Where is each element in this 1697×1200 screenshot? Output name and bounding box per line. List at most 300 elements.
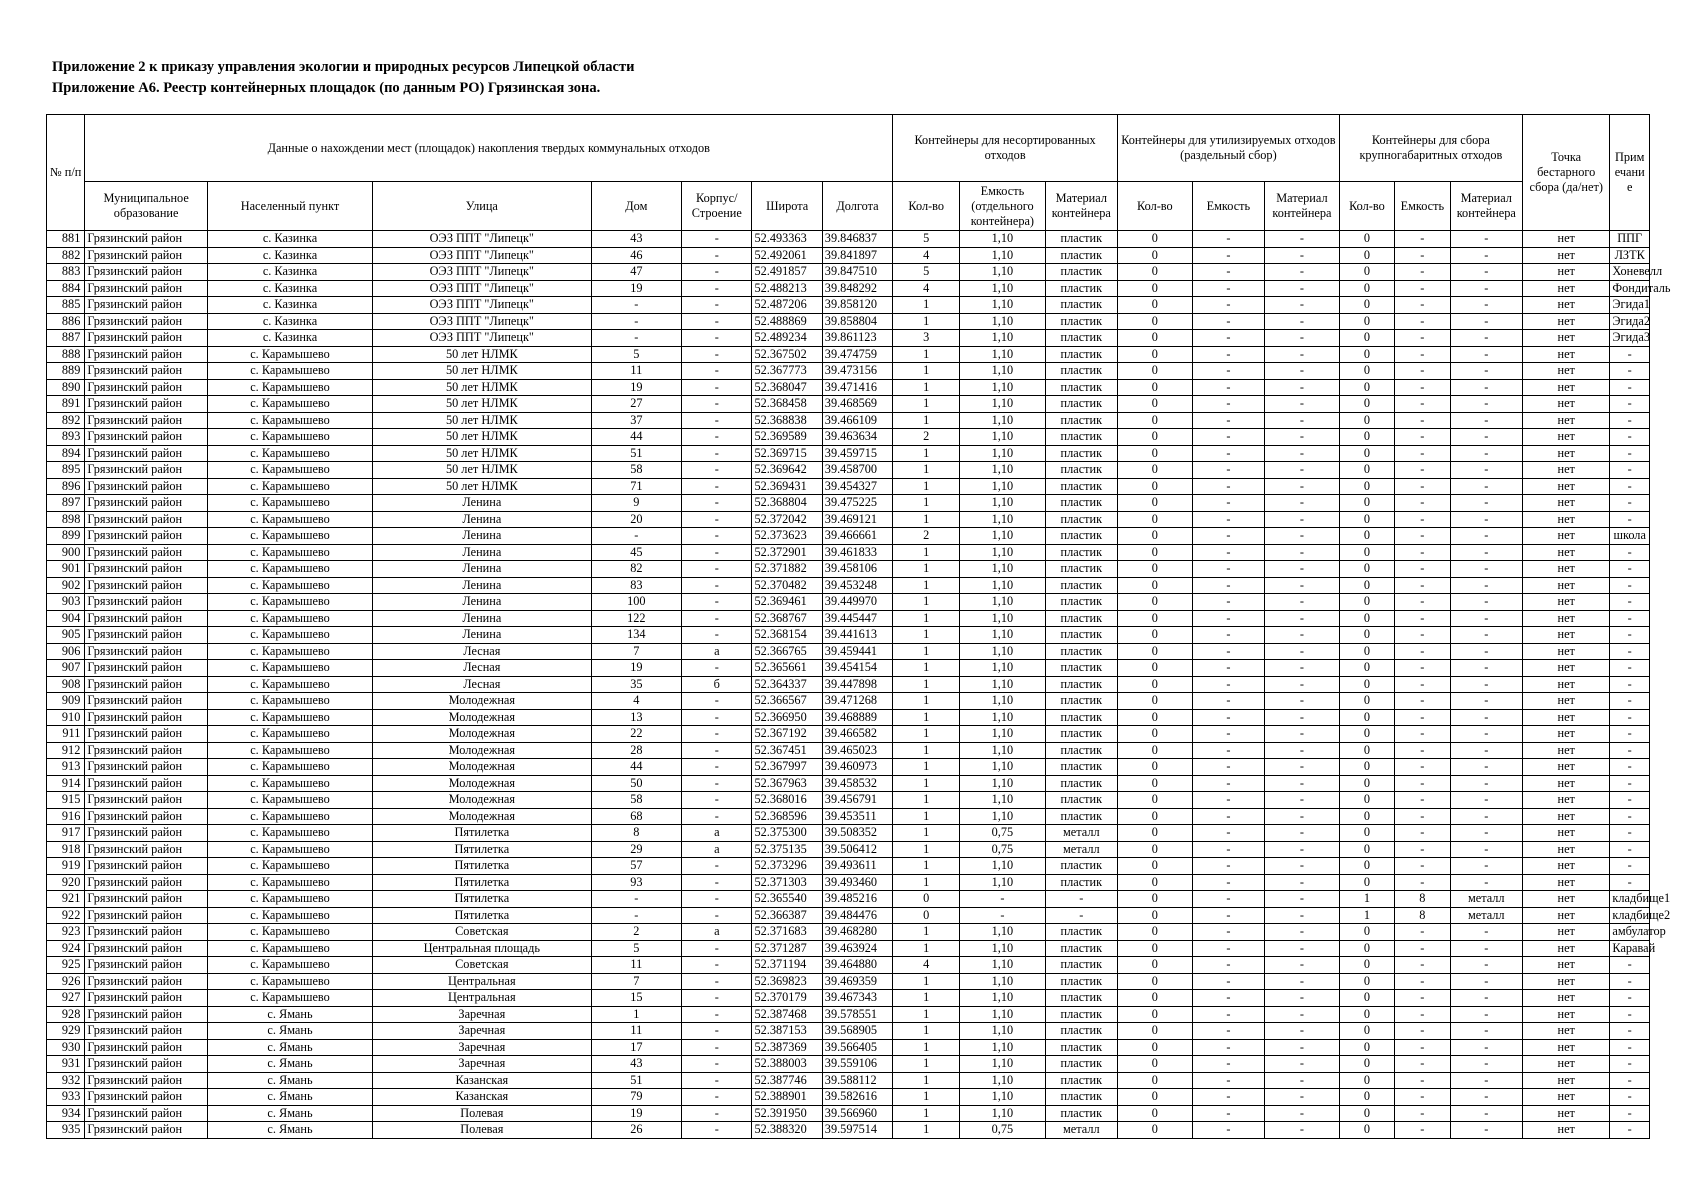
cell-point: нет	[1523, 841, 1610, 858]
cell-bulky-capacity: -	[1395, 726, 1450, 743]
cell-mun: Грязинский район	[85, 594, 208, 611]
cell-unsorted-material: -	[1045, 891, 1118, 908]
cell-note: -	[1610, 775, 1650, 792]
cell-bulky-material: -	[1450, 858, 1522, 875]
cell-lat: 52.373623	[752, 528, 822, 545]
header-point: Точка бестарного сбора (да/нет)	[1523, 115, 1610, 231]
cell-lon: 39.461833	[822, 544, 892, 561]
cell-settlement: с. Карамышево	[207, 825, 372, 842]
cell-lon: 39.458106	[822, 561, 892, 578]
cell-house: 19	[591, 280, 682, 297]
cell-recycled-material: -	[1265, 1072, 1340, 1089]
cell-unsorted-qty: 1	[893, 561, 960, 578]
cell-note: -	[1610, 511, 1650, 528]
cell-mun: Грязинский район	[85, 280, 208, 297]
cell-point: нет	[1523, 462, 1610, 479]
cell-bulky-material: -	[1450, 643, 1522, 660]
cell-note: -	[1610, 1072, 1650, 1089]
cell-recycled-qty: 0	[1118, 1089, 1193, 1106]
cell-mun: Грязинский район	[85, 1089, 208, 1106]
cell-point: нет	[1523, 363, 1610, 380]
cell-unsorted-qty: 1	[893, 462, 960, 479]
cell-lat: 52.489234	[752, 330, 822, 347]
header-unsorted-material: Материал контейнера	[1045, 182, 1118, 231]
cell-mun: Грязинский район	[85, 445, 208, 462]
cell-unsorted-qty: 1	[893, 478, 960, 495]
cell-lat: 52.367997	[752, 759, 822, 776]
cell-recycled-material: -	[1265, 693, 1340, 710]
cell-row-num: 908	[47, 676, 85, 693]
cell-recycled-material: -	[1265, 957, 1340, 974]
cell-house: 37	[591, 412, 682, 429]
cell-recycled-capacity: -	[1192, 429, 1264, 446]
cell-row-num: 910	[47, 709, 85, 726]
cell-unsorted-qty: 5	[893, 264, 960, 281]
cell-settlement: с. Карамышево	[207, 346, 372, 363]
cell-unsorted-capacity: 1,10	[960, 990, 1045, 1007]
cell-building: -	[682, 1105, 752, 1122]
cell-recycled-qty: 0	[1118, 1006, 1193, 1023]
cell-row-num: 903	[47, 594, 85, 611]
cell-row-num: 897	[47, 495, 85, 512]
cell-house: 28	[591, 742, 682, 759]
cell-unsorted-capacity: 1,10	[960, 379, 1045, 396]
cell-recycled-capacity: -	[1192, 544, 1264, 561]
cell-street: Пятилетка	[373, 841, 591, 858]
cell-bulky-capacity: -	[1395, 231, 1450, 248]
cell-bulky-material: -	[1450, 775, 1522, 792]
cell-house: -	[591, 891, 682, 908]
cell-recycled-qty: 0	[1118, 775, 1193, 792]
cell-point: нет	[1523, 825, 1610, 842]
table-row	[47, 726, 1650, 743]
cell-recycled-capacity: -	[1192, 924, 1264, 941]
cell-bulky-qty: 0	[1339, 495, 1394, 512]
cell-recycled-material: -	[1265, 379, 1340, 396]
cell-unsorted-material: пластик	[1045, 396, 1118, 413]
cell-unsorted-qty: 1	[893, 379, 960, 396]
cell-bulky-qty: 0	[1339, 478, 1394, 495]
cell-street: Центральная	[373, 973, 591, 990]
cell-settlement: с. Карамышево	[207, 594, 372, 611]
cell-lat: 52.370482	[752, 577, 822, 594]
cell-lon: 39.468569	[822, 396, 892, 413]
cell-bulky-qty: 0	[1339, 1023, 1394, 1040]
cell-recycled-material: -	[1265, 264, 1340, 281]
cell-bulky-capacity: -	[1395, 957, 1450, 974]
cell-lon: 39.458532	[822, 775, 892, 792]
cell-recycled-capacity: -	[1192, 1122, 1264, 1139]
cell-building: -	[682, 363, 752, 380]
cell-street: Заречная	[373, 1023, 591, 1040]
cell-unsorted-material: пластик	[1045, 280, 1118, 297]
cell-lat: 52.368154	[752, 627, 822, 644]
cell-recycled-capacity: -	[1192, 610, 1264, 627]
cell-point: нет	[1523, 544, 1610, 561]
cell-unsorted-capacity: 1,10	[960, 808, 1045, 825]
cell-unsorted-material: пластик	[1045, 726, 1118, 743]
cell-point: нет	[1523, 429, 1610, 446]
cell-recycled-material: -	[1265, 313, 1340, 330]
cell-house: 100	[591, 594, 682, 611]
cell-building: -	[682, 478, 752, 495]
cell-bulky-material: -	[1450, 1122, 1522, 1139]
cell-recycled-capacity: -	[1192, 412, 1264, 429]
cell-unsorted-capacity: 1,10	[960, 1056, 1045, 1073]
cell-note: ЛЗТК	[1610, 247, 1650, 264]
cell-lon: 39.474759	[822, 346, 892, 363]
cell-unsorted-capacity: 1,10	[960, 1089, 1045, 1106]
cell-lon: 39.578551	[822, 1006, 892, 1023]
cell-recycled-capacity: -	[1192, 825, 1264, 842]
header-bulky-capacity: Емкость	[1395, 182, 1450, 231]
cell-row-num: 907	[47, 660, 85, 677]
cell-lat: 52.369589	[752, 429, 822, 446]
cell-recycled-material: -	[1265, 231, 1340, 248]
cell-settlement: с. Карамышево	[207, 379, 372, 396]
cell-recycled-qty: 0	[1118, 379, 1193, 396]
cell-recycled-qty: 0	[1118, 313, 1193, 330]
cell-bulky-capacity: -	[1395, 1056, 1450, 1073]
cell-street: 50 лет НЛМК	[373, 429, 591, 446]
cell-bulky-material: -	[1450, 396, 1522, 413]
cell-building: -	[682, 528, 752, 545]
cell-unsorted-qty: 1	[893, 313, 960, 330]
table-row	[47, 1006, 1650, 1023]
cell-unsorted-capacity: 1,10	[960, 742, 1045, 759]
cell-unsorted-qty: 1	[893, 1023, 960, 1040]
cell-street: Заречная	[373, 1006, 591, 1023]
cell-lat: 52.366387	[752, 907, 822, 924]
cell-point: нет	[1523, 792, 1610, 809]
cell-unsorted-qty: 1	[893, 792, 960, 809]
cell-recycled-material: -	[1265, 990, 1340, 1007]
cell-unsorted-qty: 1	[893, 693, 960, 710]
cell-point: нет	[1523, 973, 1610, 990]
cell-note: Каравай	[1610, 940, 1650, 957]
cell-recycled-qty: 0	[1118, 858, 1193, 875]
cell-lon: 39.467343	[822, 990, 892, 1007]
table-row	[47, 1023, 1650, 1040]
cell-street: Молодежная	[373, 792, 591, 809]
cell-point: нет	[1523, 1122, 1610, 1139]
cell-building: -	[682, 594, 752, 611]
cell-unsorted-qty: 1	[893, 726, 960, 743]
cell-bulky-qty: 0	[1339, 544, 1394, 561]
cell-street: ОЭЗ ППТ "Липецк"	[373, 297, 591, 314]
cell-recycled-capacity: -	[1192, 1105, 1264, 1122]
cell-unsorted-material: пластик	[1045, 1039, 1118, 1056]
cell-street: Ленина	[373, 594, 591, 611]
cell-recycled-material: -	[1265, 627, 1340, 644]
cell-row-num: 928	[47, 1006, 85, 1023]
cell-lat: 52.371683	[752, 924, 822, 941]
cell-unsorted-capacity: 1,10	[960, 511, 1045, 528]
cell-recycled-capacity: -	[1192, 330, 1264, 347]
cell-point: нет	[1523, 742, 1610, 759]
cell-row-num: 906	[47, 643, 85, 660]
header-location-group: Данные о нахождении мест (площадок) накопления твердых коммунальных отходов	[85, 115, 893, 182]
table-row	[47, 924, 1650, 941]
cell-building: -	[682, 561, 752, 578]
cell-recycled-material: -	[1265, 643, 1340, 660]
cell-settlement: с. Карамышево	[207, 924, 372, 941]
cell-bulky-material: -	[1450, 577, 1522, 594]
cell-building: -	[682, 264, 752, 281]
cell-unsorted-material: пластик	[1045, 858, 1118, 875]
cell-recycled-capacity: -	[1192, 660, 1264, 677]
cell-building: -	[682, 627, 752, 644]
cell-recycled-capacity: -	[1192, 297, 1264, 314]
cell-unsorted-material: пластик	[1045, 940, 1118, 957]
cell-building: -	[682, 1023, 752, 1040]
cell-recycled-material: -	[1265, 660, 1340, 677]
cell-point: нет	[1523, 1072, 1610, 1089]
header-unsorted-group: Контейнеры для несортированных отходов	[893, 115, 1118, 182]
cell-recycled-capacity: -	[1192, 940, 1264, 957]
cell-recycled-qty: 0	[1118, 940, 1193, 957]
cell-recycled-qty: 0	[1118, 363, 1193, 380]
cell-lon: 39.465023	[822, 742, 892, 759]
cell-point: нет	[1523, 297, 1610, 314]
cell-house: 1	[591, 1006, 682, 1023]
cell-lon: 39.454327	[822, 478, 892, 495]
cell-settlement: с. Карамышево	[207, 973, 372, 990]
cell-bulky-material: -	[1450, 676, 1522, 693]
cell-bulky-capacity: -	[1395, 676, 1450, 693]
cell-recycled-material: -	[1265, 396, 1340, 413]
cell-lon: 39.464880	[822, 957, 892, 974]
cell-bulky-material: металл	[1450, 891, 1522, 908]
table-row	[47, 660, 1650, 677]
cell-point: нет	[1523, 313, 1610, 330]
cell-mun: Грязинский район	[85, 825, 208, 842]
table-row	[47, 396, 1650, 413]
cell-house: 51	[591, 445, 682, 462]
cell-row-num: 934	[47, 1105, 85, 1122]
cell-recycled-material: -	[1265, 825, 1340, 842]
header-recycled-capacity: Емкость	[1192, 182, 1264, 231]
cell-mun: Грязинский район	[85, 924, 208, 941]
cell-point: нет	[1523, 1039, 1610, 1056]
cell-lat: 52.366567	[752, 693, 822, 710]
cell-bulky-qty: 0	[1339, 742, 1394, 759]
cell-recycled-qty: 0	[1118, 1039, 1193, 1056]
cell-bulky-qty: 0	[1339, 759, 1394, 776]
cell-bulky-capacity: -	[1395, 478, 1450, 495]
cell-mun: Грязинский район	[85, 808, 208, 825]
cell-bulky-material: -	[1450, 1023, 1522, 1040]
cell-house: 27	[591, 396, 682, 413]
cell-bulky-capacity: -	[1395, 379, 1450, 396]
cell-recycled-qty: 0	[1118, 973, 1193, 990]
cell-street: ОЭЗ ППТ "Липецк"	[373, 231, 591, 248]
cell-row-num: 911	[47, 726, 85, 743]
cell-note: -	[1610, 396, 1650, 413]
cell-lat: 52.367451	[752, 742, 822, 759]
cell-street: Пятилетка	[373, 891, 591, 908]
cell-recycled-capacity: -	[1192, 280, 1264, 297]
cell-street: Ленина	[373, 610, 591, 627]
cell-street: Ленина	[373, 528, 591, 545]
cell-building: -	[682, 1089, 752, 1106]
cell-unsorted-capacity: 1,10	[960, 330, 1045, 347]
cell-bulky-qty: 0	[1339, 660, 1394, 677]
cell-unsorted-material: пластик	[1045, 313, 1118, 330]
cell-bulky-material: -	[1450, 825, 1522, 842]
cell-lat: 52.488869	[752, 313, 822, 330]
cell-point: нет	[1523, 495, 1610, 512]
cell-unsorted-qty: 1	[893, 759, 960, 776]
cell-bulky-capacity: -	[1395, 610, 1450, 627]
cell-settlement: с. Карамышево	[207, 759, 372, 776]
cell-unsorted-capacity: 1,10	[960, 759, 1045, 776]
cell-row-num: 917	[47, 825, 85, 842]
cell-recycled-material: -	[1265, 726, 1340, 743]
cell-point: нет	[1523, 957, 1610, 974]
cell-mun: Грязинский район	[85, 627, 208, 644]
cell-lat: 52.388003	[752, 1056, 822, 1073]
cell-recycled-material: -	[1265, 594, 1340, 611]
cell-recycled-qty: 0	[1118, 594, 1193, 611]
cell-unsorted-material: пластик	[1045, 264, 1118, 281]
heading-line-2: Приложение А6. Реестр контейнерных площадок (по данным РО) Грязинская зона.	[52, 80, 601, 96]
cell-lon: 39.441613	[822, 627, 892, 644]
cell-recycled-qty: 0	[1118, 759, 1193, 776]
cell-unsorted-material: пластик	[1045, 544, 1118, 561]
cell-unsorted-qty: 1	[893, 775, 960, 792]
cell-lon: 39.458700	[822, 462, 892, 479]
cell-recycled-material: -	[1265, 1105, 1340, 1122]
cell-street: Молодежная	[373, 775, 591, 792]
cell-point: нет	[1523, 858, 1610, 875]
header-bulky-qty: Кол-во	[1339, 182, 1394, 231]
cell-unsorted-material: металл	[1045, 825, 1118, 842]
cell-settlement: с. Ямань	[207, 1122, 372, 1139]
header-house: Дом	[591, 182, 682, 231]
table-row	[47, 445, 1650, 462]
table-row	[47, 561, 1650, 578]
cell-bulky-qty: 0	[1339, 643, 1394, 660]
cell-bulky-capacity: -	[1395, 825, 1450, 842]
cell-note: -	[1610, 693, 1650, 710]
cell-note: -	[1610, 1006, 1650, 1023]
cell-bulky-capacity: -	[1395, 1039, 1450, 1056]
cell-note: -	[1610, 825, 1650, 842]
cell-unsorted-qty: 1	[893, 346, 960, 363]
table-row	[47, 313, 1650, 330]
cell-bulky-qty: 0	[1339, 874, 1394, 891]
cell-row-num: 883	[47, 264, 85, 281]
cell-bulky-capacity: -	[1395, 495, 1450, 512]
cell-unsorted-capacity: 1,10	[960, 313, 1045, 330]
cell-row-num: 933	[47, 1089, 85, 1106]
cell-unsorted-capacity: 1,10	[960, 247, 1045, 264]
cell-settlement: с. Карамышево	[207, 858, 372, 875]
cell-unsorted-capacity: 0,75	[960, 1122, 1045, 1139]
cell-lon: 39.447898	[822, 676, 892, 693]
cell-point: нет	[1523, 264, 1610, 281]
cell-note: -	[1610, 577, 1650, 594]
cell-unsorted-qty: 1	[893, 990, 960, 1007]
cell-house: 51	[591, 1072, 682, 1089]
cell-recycled-qty: 0	[1118, 561, 1193, 578]
cell-bulky-qty: 0	[1339, 627, 1394, 644]
cell-bulky-qty: 0	[1339, 726, 1394, 743]
cell-note: -	[1610, 726, 1650, 743]
cell-recycled-material: -	[1265, 561, 1340, 578]
cell-recycled-material: -	[1265, 907, 1340, 924]
cell-mun: Грязинский район	[85, 1006, 208, 1023]
cell-recycled-qty: 0	[1118, 462, 1193, 479]
cell-note: -	[1610, 792, 1650, 809]
cell-recycled-qty: 0	[1118, 924, 1193, 941]
cell-bulky-capacity: -	[1395, 577, 1450, 594]
cell-lon: 39.463634	[822, 429, 892, 446]
cell-note: -	[1610, 858, 1650, 875]
cell-bulky-material: -	[1450, 412, 1522, 429]
cell-settlement: с. Карамышево	[207, 742, 372, 759]
cell-unsorted-capacity: 1,10	[960, 577, 1045, 594]
cell-street: Лесная	[373, 676, 591, 693]
cell-settlement: с. Карамышево	[207, 429, 372, 446]
cell-settlement: с. Карамышево	[207, 577, 372, 594]
cell-lon: 39.466582	[822, 726, 892, 743]
cell-unsorted-capacity: 1,10	[960, 693, 1045, 710]
cell-point: нет	[1523, 594, 1610, 611]
table-row	[47, 627, 1650, 644]
cell-lat: 52.365661	[752, 660, 822, 677]
cell-row-num: 929	[47, 1023, 85, 1040]
cell-unsorted-material: пластик	[1045, 478, 1118, 495]
cell-row-num: 916	[47, 808, 85, 825]
cell-recycled-qty: 0	[1118, 429, 1193, 446]
cell-note: -	[1610, 808, 1650, 825]
cell-house: 45	[591, 544, 682, 561]
cell-street: Советская	[373, 957, 591, 974]
cell-house: 22	[591, 726, 682, 743]
cell-house: 17	[591, 1039, 682, 1056]
cell-lon: 39.459441	[822, 643, 892, 660]
cell-row-num: 923	[47, 924, 85, 941]
cell-point: нет	[1523, 627, 1610, 644]
cell-recycled-qty: 0	[1118, 1122, 1193, 1139]
cell-recycled-qty: 0	[1118, 346, 1193, 363]
cell-point: нет	[1523, 940, 1610, 957]
cell-house: 8	[591, 825, 682, 842]
table-row	[47, 1072, 1650, 1089]
table-row	[47, 1089, 1650, 1106]
cell-unsorted-capacity: 1,10	[960, 775, 1045, 792]
cell-lat: 52.387153	[752, 1023, 822, 1040]
cell-building: -	[682, 660, 752, 677]
cell-row-num: 914	[47, 775, 85, 792]
cell-street: Лесная	[373, 643, 591, 660]
cell-settlement: с. Карамышево	[207, 445, 372, 462]
cell-house: 83	[591, 577, 682, 594]
cell-building: -	[682, 610, 752, 627]
cell-bulky-material: -	[1450, 1072, 1522, 1089]
cell-point: нет	[1523, 478, 1610, 495]
cell-unsorted-capacity: 1,10	[960, 462, 1045, 479]
cell-bulky-capacity: -	[1395, 1006, 1450, 1023]
cell-recycled-material: -	[1265, 1122, 1340, 1139]
cell-bulky-capacity: -	[1395, 247, 1450, 264]
cell-unsorted-qty: 1	[893, 1056, 960, 1073]
cell-unsorted-material: металл	[1045, 1122, 1118, 1139]
cell-street: Казанская	[373, 1072, 591, 1089]
cell-settlement: с. Карамышево	[207, 478, 372, 495]
